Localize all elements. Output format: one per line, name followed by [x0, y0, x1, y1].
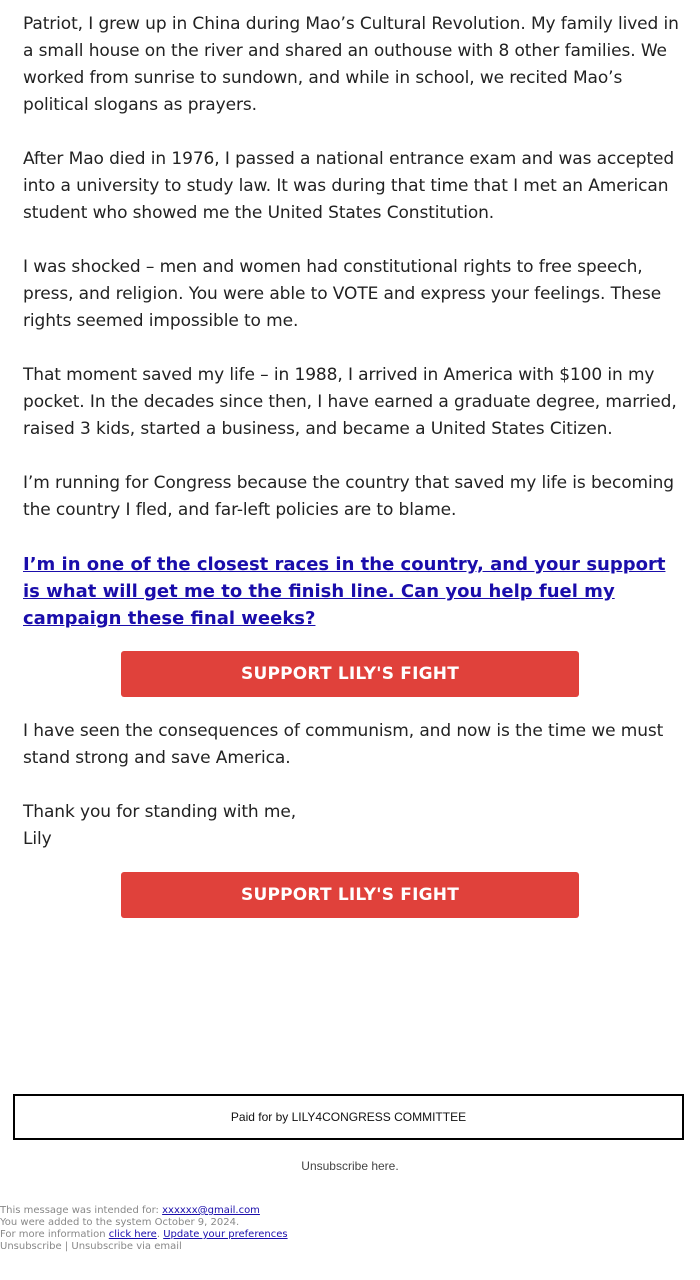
added-date-line: You were added to the system October 9, 2024.: [0, 1217, 240, 1228]
body-paragraph-2: After Mao died in 1976, I passed a national entrance exam and was accepted into a university to study law. It was during that time that I met an American student who showed me the United States Constitution.: [23, 149, 675, 223]
intended-for-line: [0, 1205, 260, 1217]
click-here-link[interactable]: click here: [108, 1229, 157, 1240]
more-info-label: For more information: [0, 1229, 109, 1240]
update-preferences-link[interactable]: Update your preferences: [163, 1229, 288, 1240]
signoff-text: Thank you for standing with me,: [23, 802, 297, 822]
donate-cta-link[interactable]: I’m in one of the closest races in the country, and your support is what will get me to the finish line. Can you help fuel my campaign these final weeks?: [23, 554, 666, 629]
unsubscribe-here-link[interactable]: Unsubscribe here.: [301, 1159, 399, 1173]
signature-text: Lily: [23, 829, 52, 849]
paid-for-disclaimer: [13, 1094, 684, 1140]
unsubscribe-email-link[interactable]: Unsubscribe via email: [71, 1241, 182, 1252]
support-button-bottom[interactable]: SUPPORT LILY'S FIGHT: [121, 872, 579, 918]
body-paragraph-3: I was shocked – men and women had constitutional rights to free speech, press, and religion. You were able to VOTE and express your feelings. These rights seemed impossible to me.: [23, 257, 662, 331]
recipient-email-link[interactable]: xxxxxx@gmail.com: [162, 1205, 260, 1216]
unsubscribe-separator: |: [61, 1241, 72, 1252]
support-button-top[interactable]: SUPPORT LILY'S FIGHT: [121, 651, 579, 697]
closing-paragraph: I have seen the consequences of communism, and now is the time we must stand strong and save America.: [23, 721, 664, 768]
unsubscribe-link[interactable]: Unsubscribe: [0, 1241, 62, 1252]
body-paragraph-1: Patriot, I grew up in China during Mao’s Cultural Revolution. My family lived in a small house on the river and shared an outhouse with 8 other families. We worked from sunrise to sundown, and while in school, we recited Mao’s political slogans as prayers.: [23, 14, 679, 115]
unsubscribe-line: [0, 1241, 182, 1253]
body-paragraph-5: I’m running for Congress because the country that saved my life is becoming the country I fled, and far-left policies are to blame.: [23, 473, 674, 520]
more-info-line: [0, 1229, 288, 1241]
body-paragraph-4: That moment saved my life – in 1988, I arrived in America with $100 in my pocket. In the decades since then, I have earned a graduate degree, married, raised 3 kids, started a business, and became a United States Citizen.: [23, 365, 677, 439]
intended-for-label: This message was intended for:: [0, 1205, 163, 1216]
more-info-separator: .: [156, 1229, 164, 1240]
paid-for-text: Paid for by LILY4CONGRESS COMMITTEE: [230, 1110, 467, 1124]
